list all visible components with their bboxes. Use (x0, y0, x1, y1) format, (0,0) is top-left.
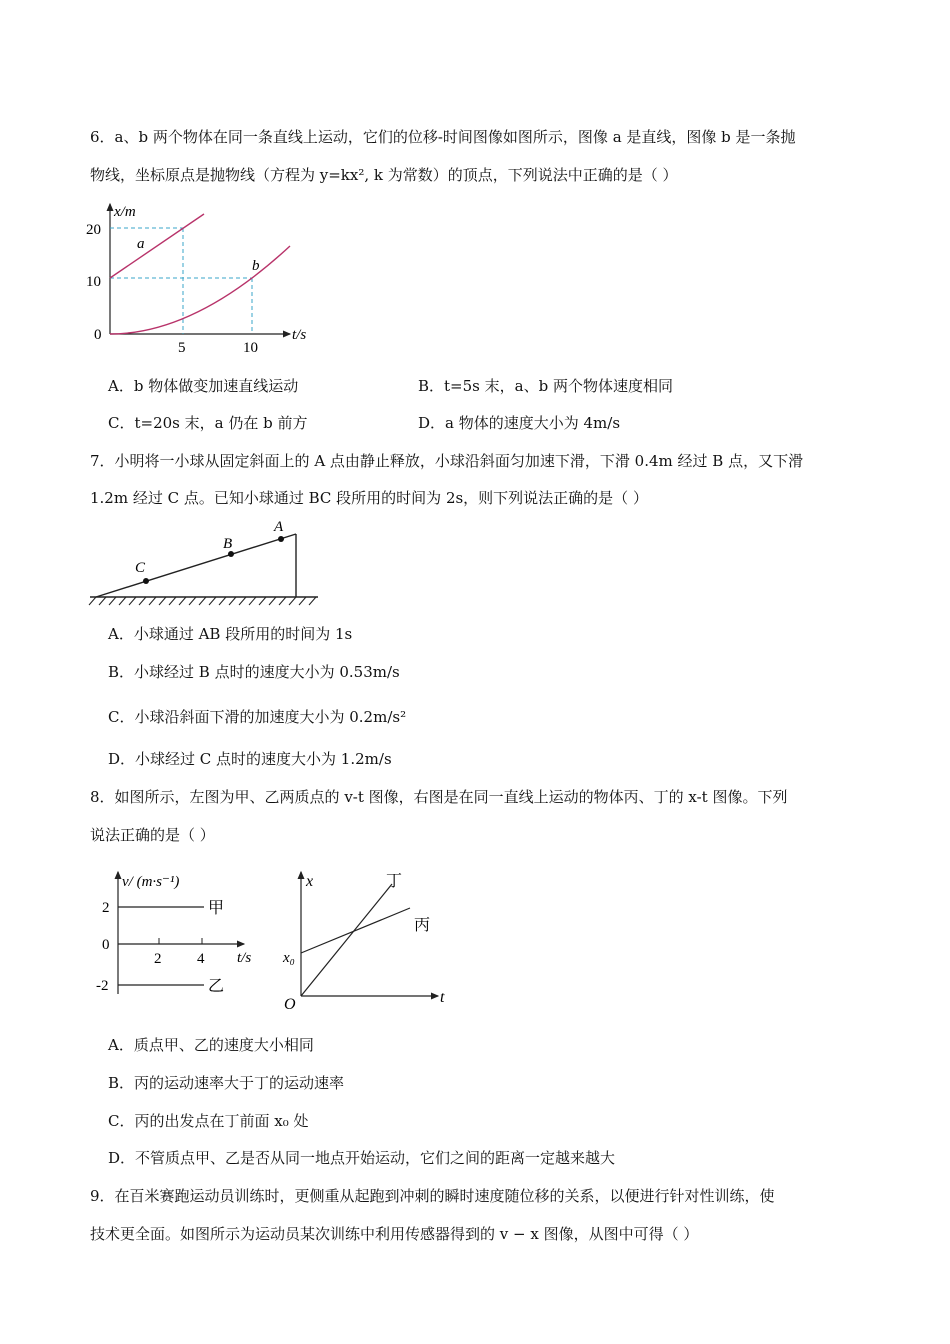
q7-option-d[interactable]: D．小球经过 C 点时的速度大小为 1.2m/s (108, 750, 392, 768)
q8-xt-x0: x₀ (283, 950, 295, 966)
q6-x-label: t/s (292, 327, 307, 343)
q6-x-tick-5: 5 (178, 340, 186, 356)
q7-option-c[interactable]: C．小球沿斜面下滑的加速度大小为 0.2m/s² (108, 708, 407, 726)
q9-stem-line2: 技术更全面。如图所示为运动员某次训练中利用传感器得到的 v − x 图像，从图中可得（ ） (90, 1225, 699, 1243)
q7-option-b[interactable]: B．小球经过 B 点时的速度大小为 0.53m/s (108, 663, 400, 681)
q7-option-a[interactable]: A．小球通过 AB 段所用的时间为 1s (108, 625, 353, 643)
q6-y-tick-20: 20 (86, 222, 101, 238)
q6-label-b: b (252, 258, 260, 274)
q8-xt-origin: O (284, 996, 296, 1011)
q7-ground-hatching (89, 597, 316, 605)
q8-xt-graph (280, 866, 455, 1011)
q8-vt-x-label: t/s (237, 950, 252, 966)
q8-option-c[interactable]: C．丙的出发点在丁前面 x₀ 处 (108, 1112, 309, 1130)
q7-label-c: C (135, 560, 146, 576)
q9-stem-line1: 9．在百米赛跑运动员训练时，更侧重从起跑到冲刺的瞬时速度随位移的关系，以便进行针对性训练，使 (90, 1187, 775, 1205)
q8-vt-x-tick-4: 4 (197, 951, 205, 967)
q6-stem-line1: 6．a、b 两个物体在同一条直线上运动，它们的位移-时间图像如图所示，图像 a 是直线，图像 b 是一条抛 (90, 128, 796, 146)
q6-option-b[interactable]: B．t=5s 末，a、b 两个物体速度相同 (418, 377, 673, 395)
q8-stem-line2: 说法正确的是（ ） (90, 826, 215, 844)
q7-stem-line2: 1.2m 经过 C 点。已知小球通过 BC 段所用的时间为 2s，则下列说法正确的是（ ） (90, 489, 648, 507)
q6-option-d[interactable]: D．a 物体的速度大小为 4m/s (418, 414, 621, 432)
q6-xt-graph (80, 198, 320, 358)
q6-option-c[interactable]: C．t=20s 末，a 仍在 b 前方 (108, 414, 308, 432)
q8-vt-y-label: v/ (m·s⁻¹) (122, 874, 180, 890)
q6-y-tick-10: 10 (86, 274, 101, 290)
q7-label-b: B (223, 536, 233, 552)
q7-point-a-dot (278, 536, 284, 542)
q6-x-tick-10: 10 (243, 340, 258, 356)
q6-label-a: a (137, 236, 145, 252)
q7-incline-figure (86, 512, 326, 612)
q6-y-tick-0: 0 (94, 327, 102, 343)
q8-label-bing: 丙 (414, 917, 431, 934)
q8-option-a[interactable]: A．质点甲、乙的速度大小相同 (108, 1036, 314, 1054)
q6-y-label: x/m (114, 204, 136, 220)
q8-stem-line1: 8．如图所示，左图为甲、乙两质点的 v-t 图像，右图是在同一直线上运动的物体丙、丁的 x-t 图像。下列 (90, 788, 788, 806)
q8-vt-x-tick-2: 2 (154, 951, 162, 967)
q7-label-a: A (274, 519, 284, 535)
q6-stem-line2: 物线，坐标原点是抛物线（方程为 y=kx², k 为常数）的顶点，下列说法中正确的是（ ） (90, 166, 678, 184)
q8-vt-y-tick-2: 2 (102, 900, 110, 916)
q8-vt-graph (92, 866, 272, 1006)
q7-incline (96, 534, 296, 597)
q6-option-a[interactable]: A．b 物体做变加速直线运动 (108, 377, 299, 395)
q8-line-ding (301, 884, 392, 996)
q8-label-yi: 乙 (208, 978, 225, 995)
q6-line-a (110, 214, 204, 278)
q8-vt-y-tick-0: 0 (102, 937, 110, 953)
q8-xt-y-label: x (306, 873, 314, 890)
q8-option-b[interactable]: B．丙的运动速率大于丁的运动速率 (108, 1074, 345, 1092)
q8-line-bing (301, 908, 410, 953)
q8-label-jia: 甲 (208, 900, 225, 917)
q8-xt-x-label: t (440, 989, 445, 1006)
q8-option-d[interactable]: D．不管质点甲、乙是否从同一地点开始运动，它们之间的距离一定越来越大 (108, 1149, 616, 1167)
q8-vt-y-tick-neg2: -2 (96, 978, 109, 994)
q7-stem-line1: 7．小明将一小球从固定斜面上的 A 点由静止释放，小球沿斜面匀加速下滑，下滑 0.4m 经过 B 点，又下滑 (90, 452, 804, 470)
q8-label-ding: 丁 (386, 873, 403, 890)
q7-point-c-dot (143, 578, 149, 584)
